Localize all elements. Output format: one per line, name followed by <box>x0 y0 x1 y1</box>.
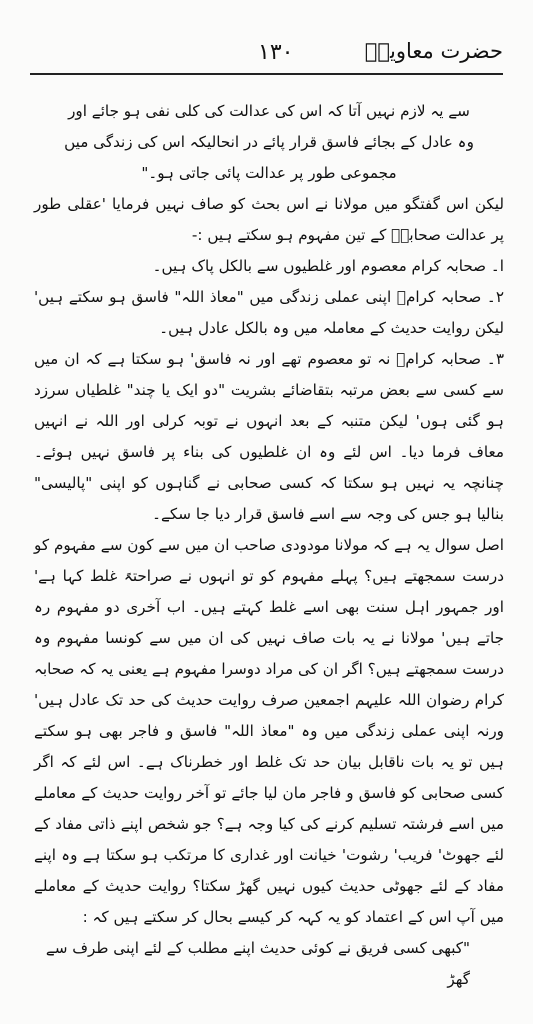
body-paragraph: اصل سوال یہ ہے کہ مولانا مودودی صاحب ان میں سے کون سے مفہوم کو درست سمجھتے ہیں؟ پہلے مفہوم کو تو انہوں نے صراحتہً غلط کہا ہے' اور جمہور اہل سنت بھی اسے غلط کہتے ہیں۔ اب آخری دو مفہوم رہ جاتے ہیں' مولانا نے یہ بات صاف نہیں کی ان میں سے کونسا مفہوم وہ درست سمجھتے ہیں؟ اگر ان کی مراد دوسرا مفہوم ہے یعنی یہ کہ صحابہ کرام رضوان اللہ علیہم اجمعین صرف روایت حدیث کی حد تک عادل ہیں' ورنہ اپنی عملی زندگی میں وہ "معاذ اللہ" فاسق و فاجر بھی ہو سکتے ہیں تو یہ بات ناقابل بیان حد تک غلط اور خطرناک ہے۔ اس لئے کہ اگر کسی صحابی کو فاسق و فاجر مان لیا جائے تو آخر روایت حدیث کے معاملے میں اسے فرشتہ تسلیم کرنے کی کیا وجہ ہے؟ جو شخص اپنے ذاتی مفاد کے لئے جھوٹ' فریب' رشوت' خیانت اور غداری کا مرتکب ہو سکتا ہے وہ اپنے مفاد کے لئے جھوٹی حدیث کیوں نہیں گھڑ سکتا؟ روایت حدیث کے معاملے میں آپ اس کے اعتماد کو یہ کہہ کر کیسے بحال کر سکتے ہیں کہ : <box>34 536 504 926</box>
running-head <box>30 32 503 76</box>
numbered-point-3: ۳۔ صحابہ کرامؓ نہ تو معصوم تھے اور نہ فاسق' ہو سکتا ہے کہ ان میں سے کسی سے بعض مرتبہ بتقاضائے بشریت "دو ایک یا چند" غلطیاں سرزد ہو گئی ہوں' لیکن متنبہ کے بعد انہوں نے توبہ کرلی اور اللہ نے انہیں معاف فرما دیا۔ اس لئے وہ ان غلطیوں کی بناء پر فاسق نہیں ہوئے۔ چنانچہ یہ نہیں ہو سکتا کہ کسی صحابی نے گناہوں کو اپنی "پالیسی" بنالیا ہو جس کی وجہ سے اسے فاسق قرار دیا جا سکے۔ <box>34 350 504 523</box>
page-body <box>34 96 504 995</box>
body-paragraph: لیکن اس گفتگو میں مولانا نے اس بحث کو صاف نہیں فرمایا 'عقلی طور پر عدالت صحابہؓ کے تین مفہوم ہو سکتے ہیں :- <box>34 195 504 244</box>
header-rule <box>30 73 503 75</box>
chapter-title: حضرت معاویہؓ <box>364 39 503 63</box>
numbered-point-2: ۲۔ صحابہ کرامؓ اپنی عملی زندگی میں "معاذ اللہ" فاسق ہو سکتے ہیں' لیکن روایت حدیث کے معاملہ میں وہ بالکل عادل ہیں۔ <box>34 288 504 337</box>
numbered-point-1: ا۔ صحابہ کرام معصوم اور غلطیوں سے بالکل پاک ہیں۔ <box>152 257 504 275</box>
page-number: ۱۳۰ <box>258 40 294 65</box>
quoted-line: "کبھی کسی فریق نے کوئی حدیث اپنے مطلب کے لئے اپنی طرف سے گھڑ <box>45 939 470 988</box>
quoted-passage: سے یہ لازم نہیں آتا کہ اس کی عدالت کی کلی نفی ہو جائے اور وہ عادل کے بجائے فاسق قرار پائے در انحالیکہ اس کی زندگی میں مجموعی طور پر عدالت پائی جاتی ہو۔" <box>64 102 474 182</box>
